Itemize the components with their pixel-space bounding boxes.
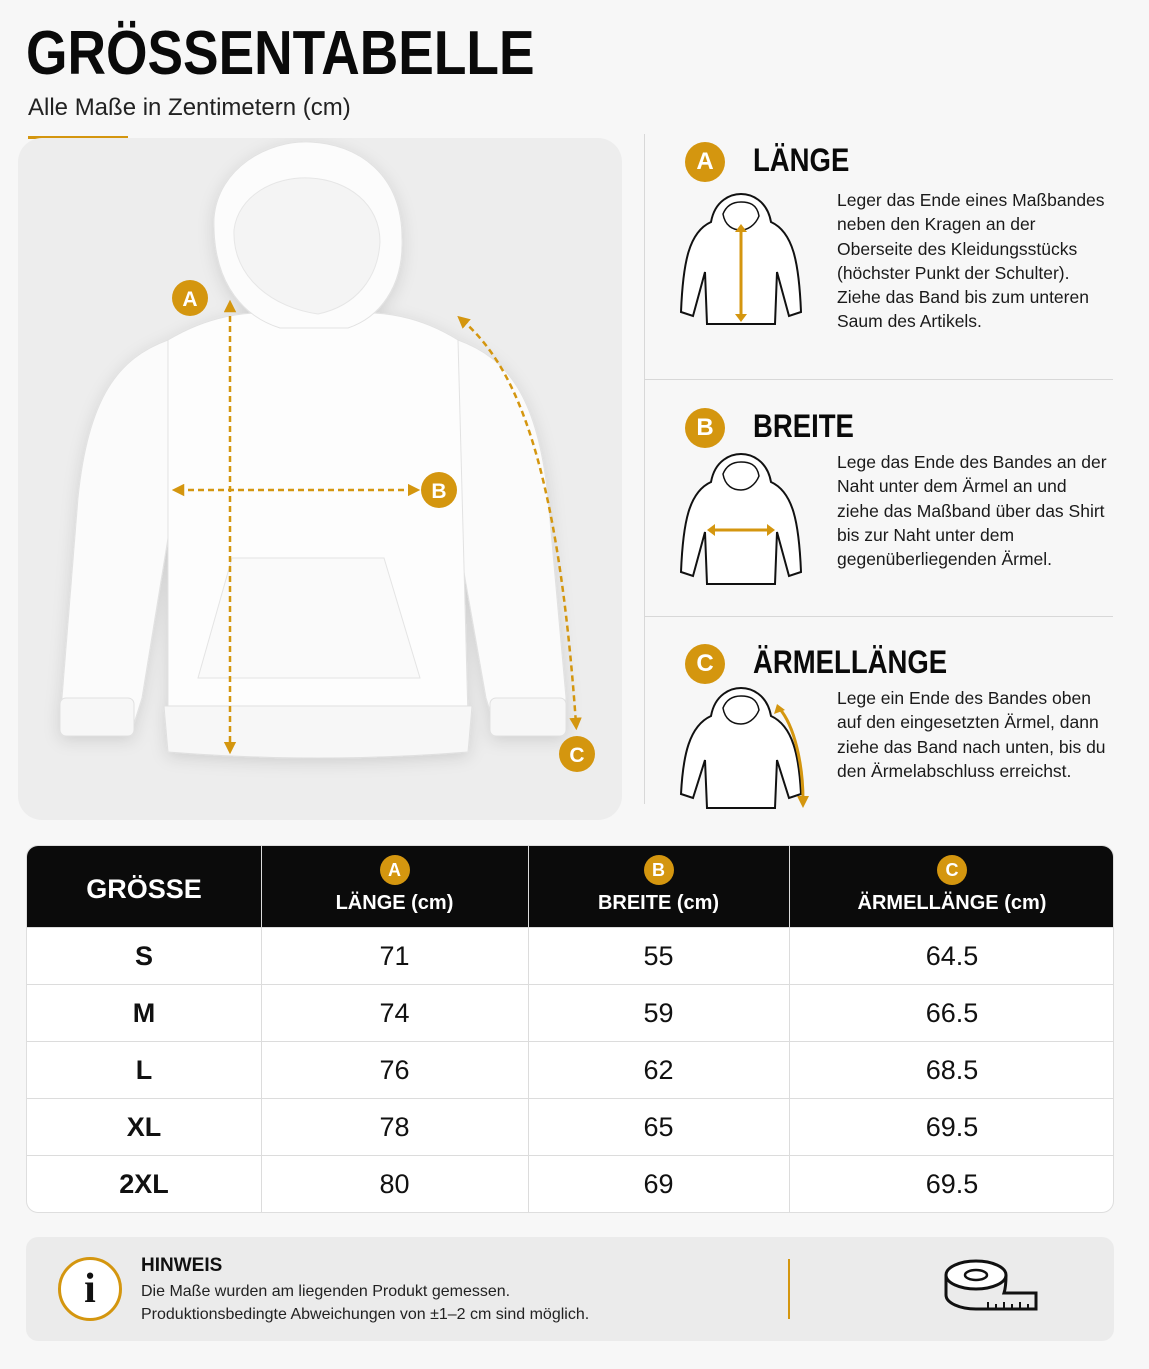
hoodie-width-icon <box>675 452 805 592</box>
cell-length: 71 <box>379 941 410 971</box>
cell-size: 2XL <box>119 1169 169 1199</box>
table-row <box>27 927 1113 984</box>
cell-length: 76 <box>379 1055 410 1085</box>
svg-text:A: A <box>182 288 198 311</box>
page-subtitle: Alle Maße in Zentimetern (cm) <box>28 94 351 121</box>
section-badge: A <box>685 142 725 182</box>
section-description: Lege ein Ende des Bandes oben auf den eingesetzten Ärmel, dann ziehe das Band nach unten, bis du den Ärmelabschluss erreichst. <box>837 688 1106 781</box>
badge-b <box>421 472 457 508</box>
cell-size: S <box>134 941 153 971</box>
section-width <box>645 404 1115 614</box>
cell-size: L <box>135 1055 153 1085</box>
svg-text:B: B <box>431 480 447 503</box>
header-badge: B <box>644 855 674 885</box>
cell-sleeve: 66.5 <box>925 998 979 1028</box>
section-divider <box>645 379 1113 380</box>
header-sleeve: C ÄRMELLÄNGE (cm) <box>789 846 1114 927</box>
hoodie-illustration-panel <box>18 138 622 820</box>
note-box <box>26 1237 1114 1341</box>
cell-size: M <box>132 998 156 1028</box>
cell-length: 74 <box>379 998 410 1028</box>
table-row <box>27 1155 1113 1212</box>
hoodie-illustration <box>18 138 622 820</box>
cell-width: 55 <box>643 941 674 971</box>
section-description: Leger das Ende eines Maßbandes neben den Kragen an der Oberseite des Kleidungsstücks (höchster Punkt der Schulter). Ziehe das Band bis zum unteren Saum des Artikels. <box>837 190 1105 332</box>
column-divider <box>261 846 262 1212</box>
section-length <box>645 138 1115 378</box>
cell-width: 65 <box>643 1112 674 1142</box>
cell-sleeve: 64.5 <box>925 941 979 971</box>
measuring-tape-icon <box>938 1253 1038 1321</box>
header-width: B BREITE (cm) <box>528 846 789 927</box>
note-line: Produktionsbedingte Abweichungen von ±1–2 cm sind möglich. <box>141 1306 590 1323</box>
table-row <box>27 1041 1113 1098</box>
table-row <box>27 1098 1113 1155</box>
hoodie-length-icon <box>675 192 805 332</box>
cell-sleeve: 69.5 <box>925 1169 979 1199</box>
cell-sleeve: 68.5 <box>925 1055 979 1085</box>
column-divider <box>789 846 790 1212</box>
note-line: Die Maße wurden am liegenden Produkt gemessen. <box>141 1283 511 1300</box>
cell-width: 69 <box>643 1169 674 1199</box>
svg-text:C: C <box>569 744 585 767</box>
header-size: GRÖSSE <box>86 874 202 904</box>
note-separator <box>788 1259 790 1319</box>
badge-c <box>559 736 595 772</box>
section-divider <box>645 616 1113 617</box>
section-title: LÄNGE <box>753 142 850 178</box>
cell-size: XL <box>126 1112 162 1142</box>
cell-width: 59 <box>643 998 674 1028</box>
table-row <box>27 984 1113 1041</box>
column-divider <box>528 846 529 1212</box>
note-title: HINWEIS <box>141 1255 223 1276</box>
section-title: ÄRMELLÄNGE <box>753 644 948 680</box>
badge-a <box>172 280 208 316</box>
note-text <box>141 1280 589 1326</box>
measurement-instructions <box>644 134 1114 804</box>
section-badge: B <box>685 408 725 448</box>
section-sleeve <box>645 640 1115 810</box>
section-title: BREITE <box>753 408 854 444</box>
page-title: GRÖSSENTABELLE <box>26 19 535 88</box>
cell-length: 78 <box>379 1112 410 1142</box>
size-table <box>26 845 1114 1213</box>
table-header <box>27 846 1113 927</box>
info-icon: i <box>58 1257 122 1321</box>
cell-sleeve: 69.5 <box>925 1112 979 1142</box>
section-description: Lege das Ende des Bandes an der Naht unter dem Ärmel an und ziehe das Maßband über das Shirt bis zur Naht unter dem gegenüberliegenden Ärmel. <box>837 452 1107 570</box>
header-length: A LÄNGE (cm) <box>261 846 528 927</box>
hoodie-sleeve-icon <box>675 686 815 816</box>
cell-length: 80 <box>379 1169 410 1199</box>
header-badge: A <box>380 855 410 885</box>
header-badge: C <box>937 855 967 885</box>
cell-width: 62 <box>643 1055 674 1085</box>
section-badge: C <box>685 644 725 684</box>
